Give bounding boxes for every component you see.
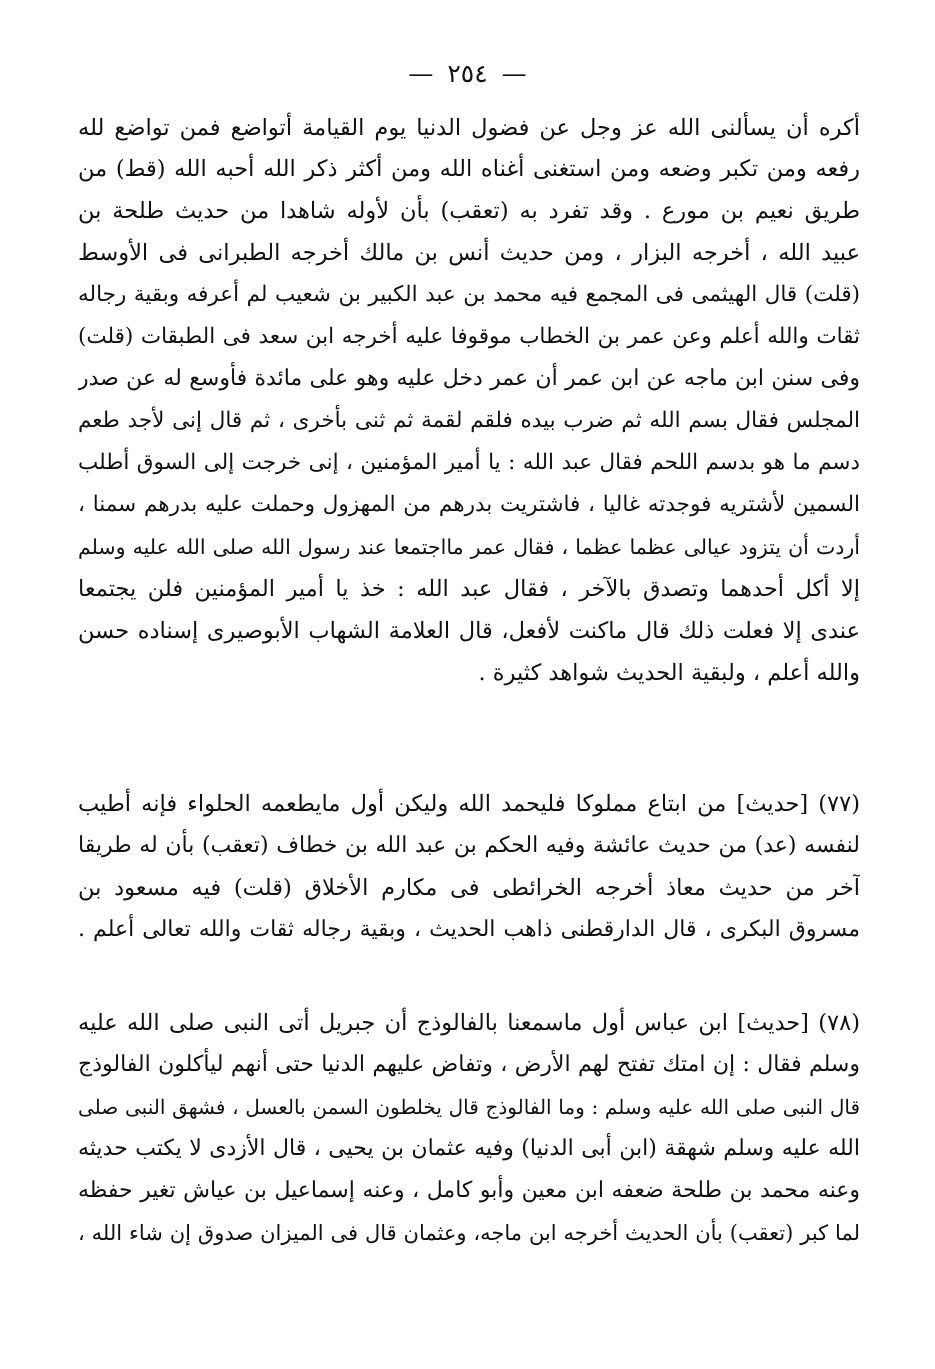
page-number (0, 58, 935, 90)
text-line: لنفسه (عد) من حديث عائشة وفيه الحكم بن عبد الله بن خطاف (تعقب) بأن له طريقا (78, 833, 860, 858)
page-number-dash-right: — (501, 59, 527, 88)
text-line: عندى إلا فعلت ذلك قال ماكنت لأفعل، قال العلامة الشهاب الأبوصيرى إسناده حسن (78, 618, 860, 644)
text-line: الله عليه وسلم شهقة (ابن أبى الدنيا) وفيه عثمان بن يحيى ، قال الأزدى لا يكتب حديثه (78, 1136, 860, 1161)
text-line: المجلس فقال بسم الله ثم ضرب بيده فلقم لقمة ثم ثنى بأخرى ، ثم قال إنى لأجد طعم (78, 408, 860, 433)
text-line: (قلت) قال الهيثمى فى المجمع فيه محمد بن عبد الكبير بن شعيب لم أعرفه وبقية رجاله (78, 282, 860, 307)
text-line: وعنه محمد بن طلحة ضعفه ابن معين وأبو كامل ، وعنه إسماعيل بن عياش تغير حفظه (78, 1178, 860, 1203)
text-line: رفعه ومن تكبر وضعه ومن استغنى أغناه الله ومن أكثر ذكر الله أحبه الله (قط) من (78, 156, 860, 182)
text-line: أردت أن يتزود عيالى عظما عظما ، فقال عمر مااجتمعا عند رسول الله صلى الله عليه وسلم (78, 535, 860, 559)
text-line: لما كبر (تعقب) بأن الحديث أخرجه ابن ماجه، وعثمان قال فى الميزان صدوق إن شاء الله ، (78, 1221, 860, 1245)
text-line: وسلم فقال : إن امتك تفتح لهم الأرض ، وتفاض عليهم الدنيا حتى أنهم ليأكلون الفالوذج (78, 1052, 860, 1077)
text-line: (٧٧) [حديث] من ابتاع مملوكا فليحمد الله وليكن أول مايطعمه الحلواء فإنه أطيب (78, 791, 860, 817)
text-line: مسروق البكرى ، قال الدارقطنى ذاهب الحديث ، وبقية رجاله ثقات والله تعالى أعلم . (78, 917, 860, 942)
text-line: السمين لأشتريه فوجدته غاليا ، فاشتريت بدرهم من المهزول وحملت عليه بدرهم سمنا ، (78, 492, 860, 517)
text-line: طريق نعيم بن مورع . وقد تفرد به (تعقب) بأن لأوله شاهدا من حديث طلحة بن (78, 198, 860, 224)
text-line: عبيد الله ، أخرجه البزار ، ومن حديث أنس بن مالك أخرجه الطبرانى فى الأوسط (78, 240, 860, 266)
page-number-dash-left: — (408, 59, 434, 88)
text-line: دسم ما هو بدسم اللحم فقال عبد الله : يا أمير المؤمنين ، إنى خرجت إلى السوق أطلب (78, 450, 860, 475)
page-number-value: ٢٥٤ (447, 59, 488, 88)
text-line: إلا أكل أحدهما وتصدق بالآخر ، فقال عبد الله : خذ يا أمير المؤمنين فلن يجتمعا (78, 576, 860, 602)
text-line: ثقات والله أعلم وعن عمر بن الخطاب موقوفا عليه أخرجه ابن سعد فى الطبقات (قلت) (78, 324, 860, 349)
text-line: آخر من حديث معاذ أخرجه الخرائطى فى مكارم الأخلاق (قلت) فيه مسعود بن (78, 875, 860, 901)
text-line: قال النبى صلى الله عليه وسلم : وما الفالوذج قال يخلطون السمن بالعسل ، فشهق النبى صلى (78, 1095, 860, 1119)
text-line: والله أعلم ، ولبقية الحديث شواهد كثيرة . (478, 660, 860, 686)
text-line: وفى سنن ابن ماجه عن ابن عمر أن عمر دخل عليه وهو على مائدة فأوسع له عن صدر (78, 366, 860, 391)
text-line: (٧٨) [حديث] ابن عباس أول ماسمعنا بالفالوذج أن جبريل أتى النبى صلى الله عليه (78, 1010, 860, 1036)
text-line: أكره أن يسألنى الله عز وجل عن فضول الدنيا يوم القيامة أتواضع فمن تواضع لله (78, 115, 860, 141)
